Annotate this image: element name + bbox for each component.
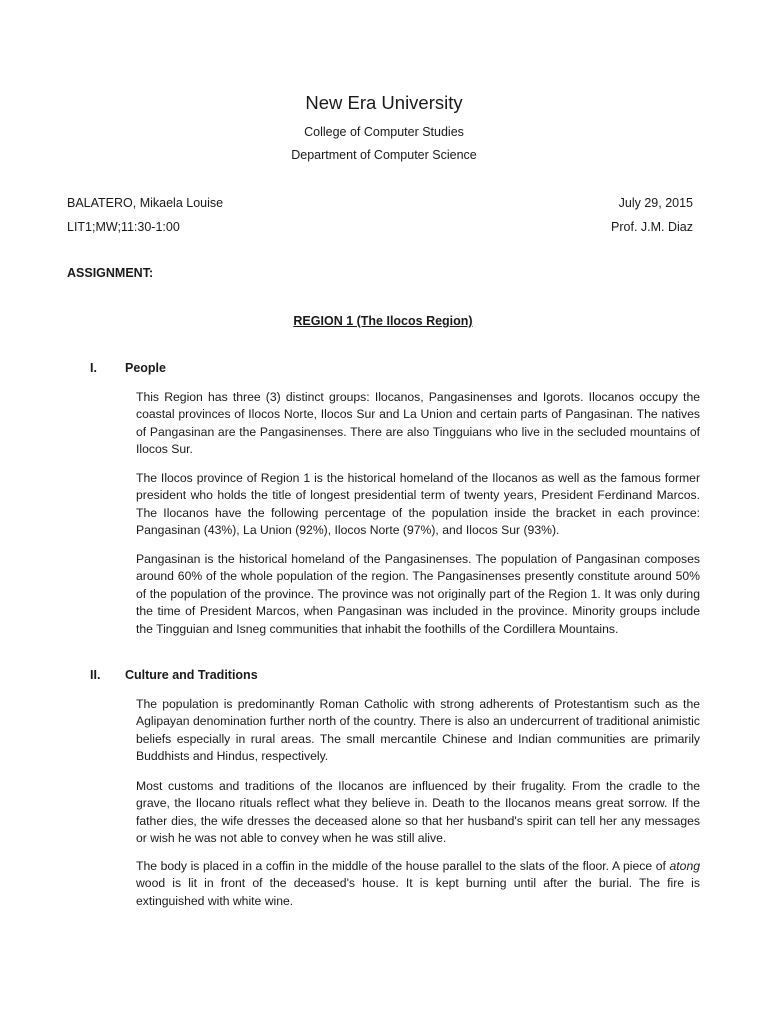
section-title-culture: Culture and Traditions — [125, 668, 258, 682]
department-name: Department of Computer Science — [291, 148, 477, 162]
assignment-label: ASSIGNMENT: — [67, 266, 154, 280]
paragraph: Most customs and traditions of the Ilocanos are influenced by their frugality. From the cradle to the grave, the Ilocano rituals reflect what they believe in. Death to the Ilocanos means great sorrow. If the father dies, the wife dresses the deceased alone so that her husband's spirit can tell her any messages or wish he was not able to convey when he was still alive. — [136, 779, 700, 846]
italic-term: atong — [669, 859, 700, 873]
section-title-people: People — [125, 361, 166, 375]
section-number: I. — [90, 361, 97, 375]
paragraph: Pangasinan is the historical homeland of the Pangasinenses. The population of Pangasinan composes around 60% of the whole population of the region. The Pangasinenses presently constitute around 50% of the population of the province. The province was not originally part of the Region 1. It was only during the time of President Marcos, when Pangasinan was included in the province. Minority groups include the Tingguian and Isneg communities that inhabit the foothills of the Cordillera Mountains. — [136, 552, 700, 636]
class-schedule: LIT1;MW;11:30-1:00 — [67, 220, 180, 234]
region-title: REGION 1 (The Ilocos Region) — [293, 314, 473, 328]
professor-name: Prof. J.M. Diaz — [611, 220, 693, 234]
paragraph-text: The body is placed in a coffin in the middle of the house parallel to the slats of the floor. A piece of — [136, 859, 670, 873]
paragraph — [136, 858, 700, 910]
paragraph: The Ilocos province of Region 1 is the historical homeland of the Ilocanos as well as the famous former president who holds the title of longest presidential term of twenty years, President Ferdinand Marcos. The Ilocanos have the following percentage of the population inside the bracket in each province: Pangasinan (43%), La Union (92%), Ilocos Norte (97%), and Ilocos Sur (93%). — [136, 471, 700, 538]
college-name: College of Computer Studies — [304, 125, 464, 139]
paragraph: This Region has three (3) distinct groups: Ilocanos, Pangasinenses and Igorots. Ilocanos occupy the coastal provinces of Ilocos Norte, Ilocos Sur and La Union and certain parts of Pangasinan. The natives of Pangasinan are the Pangasinenses. There are also Tingguians who live in the secluded mountains of Ilocos Sur. — [136, 390, 700, 457]
paragraph: The population is predominantly Roman Catholic with strong adherents of Protestantism such as the Aglipayan denomination further north of the country. There is also an undercurrent of traditional animistic beliefs especially in rural areas. The small mercantile Chinese and Indian communities are primarily Buddhists and Hindus, respectively. — [136, 697, 700, 764]
paragraph-text: wood is lit in front of the deceased's house. It is kept burning until after the burial. The fire is extinguished with white wine. — [136, 876, 700, 908]
student-name: BALATERO, Mikaela Louise — [67, 196, 224, 210]
submission-date: July 29, 2015 — [618, 196, 693, 210]
university-title: New Era University — [305, 92, 463, 113]
section-number: II. — [90, 668, 101, 682]
